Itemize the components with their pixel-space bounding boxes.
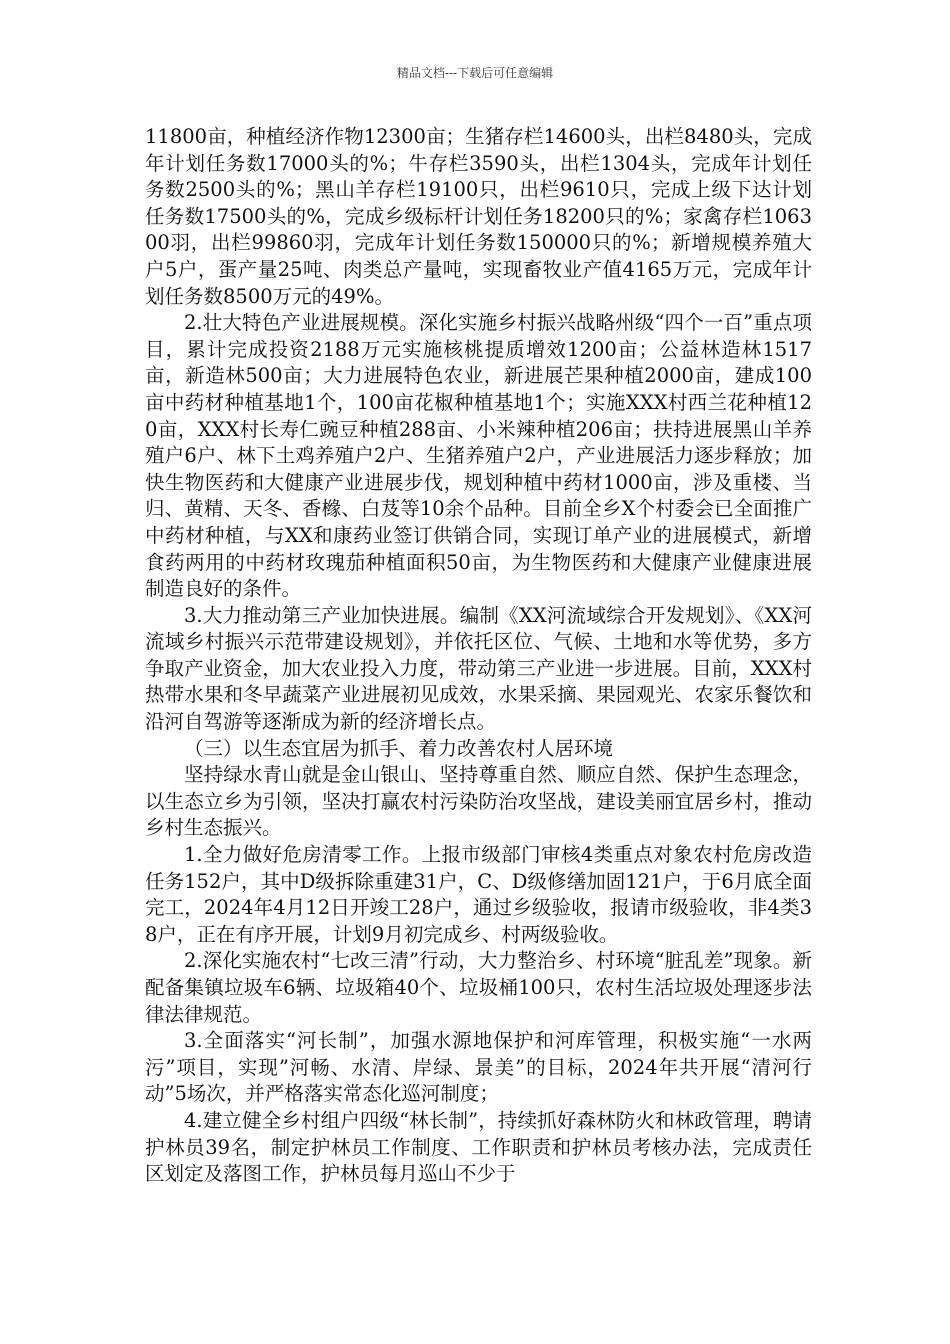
paragraph-livestock: 11800亩，种植经济作物12300亩；生猪存栏14600头，出栏8480头，完成年计划任务数17000头的%；牛存栏3590头，出栏1304头，完成年计划任务数2500头的%；黑山羊存栏19100只，出栏9610只，完成上级下达计划任务数17500头的%，完成乡级标杆计划任务18200只的%；家禽存栏106300羽，出栏99860羽，完成年计划任务数150000只的%；新增规模养殖大户5户，蛋产量25吨、肉类总产量吨，实现畜牧业产值4165万元，完成年计划任务数8500万元的49%。: [145, 125, 812, 308]
paragraph-specialty-industry: 2.壮大特色产业进展规模。深化实施乡村振兴战略州级“四个一百”重点项目，累计完成投资2188万元实施核桃提质增效1200亩；公益林造林1517亩，新造林500亩；大力进展特色农业，新进展芒果种植2000亩，建成100亩中药材种植基地1个，100亩花椒种植基地1个；实施XXX村西兰花种植120亩，XXX村长寿仁豌豆种植288亩、小米辣种植206亩；扶持进展黑山羊养殖户6户、林下土鸡养殖户2户、生猪养殖户2户，产业进展活力逐步释放；加快生物医药和大健康产业进展步伐，规划种植中药材1000亩，涉及重楼、当归、黄精、天冬、香橼、白芨等10余个品种。目前全乡X个村委会已全面推广中药材种植，与XX和康药业签订供销合同，实现订单产业的进展模式，新增食药两用的中药材玫瑰茄种植面积50亩，为生物医药和大健康产业健康进展制造良好的条件。: [145, 311, 812, 601]
paragraph-river-chief: 3.全面落实“河长制”，加强水源地保护和河库管理，积极实施“一水两污”项目，实现”河畅、水清、岸绿、景美”的目标，2024年共开展“清河行动”5场次，并严格落实常态化巡河制度；: [145, 1029, 812, 1106]
paragraph-rural-environment: 2.深化实施农村“七改三清”行动，大力整治乡、村环境“脏乱差”现象。新配备集镇垃圾车6辆、垃圾箱40个、垃圾桶100只，农村生活垃圾处理逐步法律法律规范。: [145, 949, 812, 1026]
paragraph-dangerous-housing: 1.全力做好危房清零工作。上报市级部门审核4类重点对象农村危房改造任务152户，其中D级拆除重建31户，C、D级修缮加固121户，于6月底全面完工，2024年4月12日开竣工28户，通过乡级验收，报请市级验收，非4类38户，正在有序开展，计划9月初完成乡、村两级验收。: [145, 843, 812, 946]
paragraph-forest-chief: 4.建立健全乡村组户四级“林长制”，持续抓好森林防火和林政管理，聘请护林员39名，制定护林员工作制度、工作职责和护林员考核办法，完成责任区划定及落图工作，护林员每月巡山不少于: [145, 1108, 812, 1186]
section-heading-ecology: （三）以生态宜居为抓手、着力改善农村人居环境: [184, 736, 614, 760]
page-header: 精品文档---下载后可任意编辑: [396, 66, 554, 80]
paragraph-tertiary-industry: 3.大力推动第三产业加快进展。编制《XX河流域综合开发规划》、《XX河流域乡村振兴示范带建设规划》，并依托区位、气候、土地和水等优势，多方争取产业资金，加大农业投入力度，带动第三产业进一步进展。目前，XXX村热带水果和冬早蔬菜产业进展初见成效，水果采摘、果园观光、农家乐餐饮和沿河自驾游等逐渐成为新的经济增长点。: [145, 603, 812, 734]
document-body: [145, 124, 812, 1188]
paragraph-ecology-intro: 坚持绿水青山就是金山银山、坚持尊重自然、顺应自然、保护生态理念，以生态立乡为引领，坚决打赢农村污染防治攻坚战，建设美丽宜居乡村，推动乡村生态振兴。: [145, 763, 812, 840]
